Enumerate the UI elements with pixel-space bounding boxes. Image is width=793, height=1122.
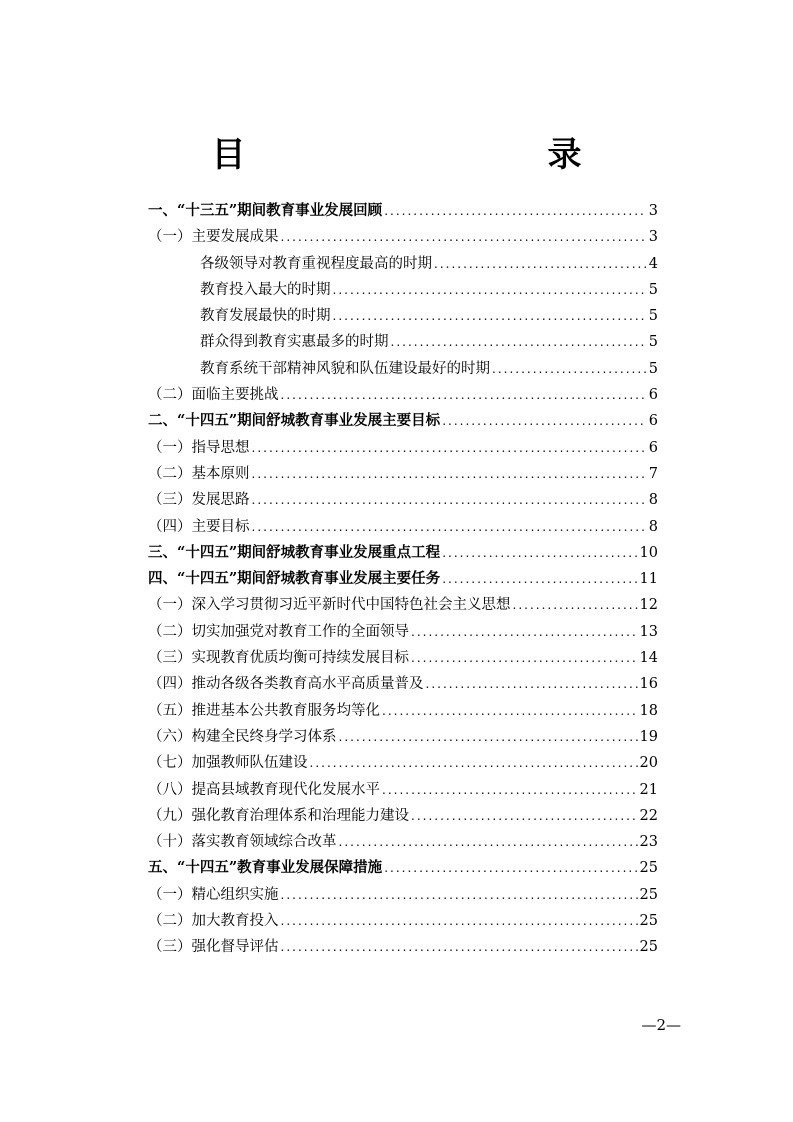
toc-entry-label: （九）强化教育治理体系和治理能力建设 (148, 807, 409, 824)
dot-leader (382, 698, 638, 724)
dot-leader (442, 566, 637, 592)
toc-entry-label: （二）加大教育投入 (148, 913, 279, 930)
toc-entry-label: （三）强化督导评估 (148, 939, 279, 956)
toc-entry-page: 5 (648, 281, 658, 298)
toc-entry[interactable] (148, 277, 658, 303)
toc-entry-label: 教育投入最大的时期 (200, 281, 331, 298)
dot-leader (339, 829, 638, 855)
toc-entry[interactable] (148, 908, 658, 934)
toc-entry-page: 8 (648, 518, 658, 535)
dot-leader (281, 934, 638, 960)
toc-entry-page: 3 (648, 229, 658, 246)
dot-leader (426, 671, 638, 697)
toc-entry-page: 21 (639, 781, 658, 798)
toc-entry-label: （四）主要目标 (148, 518, 250, 535)
toc-entry[interactable] (148, 303, 658, 329)
dot-leader (384, 855, 637, 881)
toc-entry-page: 20 (639, 755, 658, 772)
toc-entry-label: 群众得到教育实惠最多的时期 (200, 334, 389, 351)
toc-entry-page: 16 (639, 676, 658, 693)
toc-entry[interactable] (148, 803, 658, 829)
dot-leader (391, 329, 647, 355)
toc-entry-label: （二）面临主要挑战 (148, 387, 279, 404)
toc-entry-page: 25 (639, 886, 658, 903)
toc-entry-page: 19 (639, 728, 658, 745)
toc-entry-page: 14 (639, 650, 658, 667)
dot-leader (333, 277, 647, 303)
toc-entry[interactable] (148, 855, 658, 881)
table-of-contents (148, 198, 658, 961)
toc-entry-label: （二）基本原则 (148, 465, 250, 482)
toc-entry-page: 5 (648, 334, 658, 351)
toc-entry-page: 12 (639, 597, 658, 614)
toc-entry-label: （八）提高县域教育现代化发展水平 (148, 781, 380, 798)
toc-entry-label: 教育系统干部精神风貌和队伍建设最好的时期 (200, 360, 490, 377)
toc-entry-page: 6 (648, 413, 658, 430)
toc-entry-label: （二）切实加强党对教育工作的全面领导 (148, 623, 409, 640)
toc-entry[interactable] (148, 882, 658, 908)
toc-entry-label: 教育发展最快的时期 (200, 308, 331, 325)
toc-entry-page: 22 (639, 807, 658, 824)
toc-entry[interactable] (148, 514, 658, 540)
toc-entry-label: 一、“十三五”期间教育事业发展回顾 (148, 202, 383, 219)
dot-leader (411, 645, 638, 671)
toc-entry[interactable] (148, 435, 658, 461)
toc-entry-page: 13 (639, 623, 658, 640)
toc-entry[interactable] (148, 329, 658, 355)
toc-entry[interactable] (148, 487, 658, 513)
toc-entry-page: 5 (648, 360, 658, 377)
toc-entry-page: 25 (639, 913, 658, 930)
toc-entry-label: （十）落实教育领域综合改革 (148, 834, 337, 851)
dot-leader (281, 908, 638, 934)
toc-entry-page: 3 (648, 203, 658, 219)
dot-leader (434, 251, 646, 277)
dot-leader (339, 724, 638, 750)
toc-entry-label: 四、“十四五”期间舒城教育事业发展主要任务 (148, 570, 441, 588)
toc-entry-label: （四）推动各级各类教育高水平高质量普及 (148, 676, 424, 693)
toc-entry[interactable] (148, 408, 658, 434)
dot-leader (513, 592, 638, 618)
toc-entry[interactable] (148, 934, 658, 960)
toc-entry[interactable] (148, 671, 658, 697)
toc-entry[interactable] (148, 724, 658, 750)
toc-entry-label: 二、“十四五”期间舒城教育事业发展主要目标 (148, 412, 441, 430)
toc-entry[interactable] (148, 566, 658, 592)
toc-entry-label: （七）加强教师队伍建设 (148, 755, 308, 772)
toc-entry-label: 各级领导对教育重视程度最高的时期 (200, 255, 432, 272)
toc-entry-label: （一）指导思想 (148, 439, 250, 456)
toc-entry[interactable] (148, 461, 658, 487)
dot-leader (333, 303, 647, 329)
toc-entry[interactable] (148, 198, 658, 224)
toc-entry-label: （三）实现教育优质均衡可持续发展目标 (148, 650, 409, 667)
toc-entry-page: 7 (648, 465, 658, 482)
toc-entry-label: （六）构建全民终身学习体系 (148, 728, 337, 745)
toc-entry[interactable] (148, 777, 658, 803)
dot-leader (281, 882, 638, 908)
toc-entry-page: 11 (639, 571, 658, 588)
toc-entry[interactable] (148, 698, 658, 724)
toc-entry-page: 8 (648, 492, 658, 509)
dot-leader (492, 356, 646, 382)
dot-leader (442, 408, 646, 434)
dot-leader (281, 224, 647, 250)
toc-entry[interactable] (148, 619, 658, 645)
toc-entry[interactable] (148, 645, 658, 671)
dot-leader (252, 461, 647, 487)
toc-entry-page: 5 (648, 308, 658, 325)
dot-leader (252, 487, 647, 513)
toc-entry[interactable] (148, 540, 658, 566)
toc-entry-page: 4 (648, 255, 658, 272)
page-number: —2— (641, 1016, 681, 1034)
dot-leader (411, 619, 638, 645)
dot-leader (281, 382, 647, 408)
dot-leader (411, 803, 638, 829)
toc-entry-label: （三）发展思路 (148, 492, 250, 509)
toc-entry[interactable] (148, 356, 658, 382)
toc-entry[interactable] (148, 750, 658, 776)
dot-leader (382, 777, 638, 803)
toc-entry-page: 23 (639, 834, 658, 851)
dot-leader (252, 514, 647, 540)
dot-leader (442, 540, 637, 566)
toc-entry[interactable] (148, 829, 658, 855)
toc-entry-label: （一）主要发展成果 (148, 229, 279, 246)
page-title: 目 录 (211, 135, 660, 175)
toc-entry-page: 6 (648, 439, 658, 456)
toc-entry-label: （五）推进基本公共教育服务均等化 (148, 702, 380, 719)
toc-entry-label: 三、“十四五”期间舒城教育事业发展重点工程 (148, 543, 441, 561)
toc-entry-page: 18 (639, 702, 658, 719)
toc-entry-page: 25 (639, 860, 658, 877)
toc-entry[interactable] (148, 251, 658, 277)
toc-entry[interactable] (148, 382, 658, 408)
dot-leader (310, 750, 638, 776)
toc-entry-label: （一）精心组织实施 (148, 886, 279, 903)
toc-entry[interactable] (148, 592, 658, 618)
toc-entry-page: 6 (648, 387, 658, 404)
dot-leader (384, 198, 646, 224)
toc-entry[interactable] (148, 224, 658, 250)
toc-entry-page: 10 (639, 544, 658, 561)
toc-entry-label: （一）深入学习贯彻习近平新时代中国特色社会主义思想 (148, 597, 511, 614)
dot-leader (252, 435, 647, 461)
toc-entry-label: 五、“十四五”教育事业发展保障措施 (148, 859, 383, 877)
toc-entry-page: 25 (639, 939, 658, 956)
